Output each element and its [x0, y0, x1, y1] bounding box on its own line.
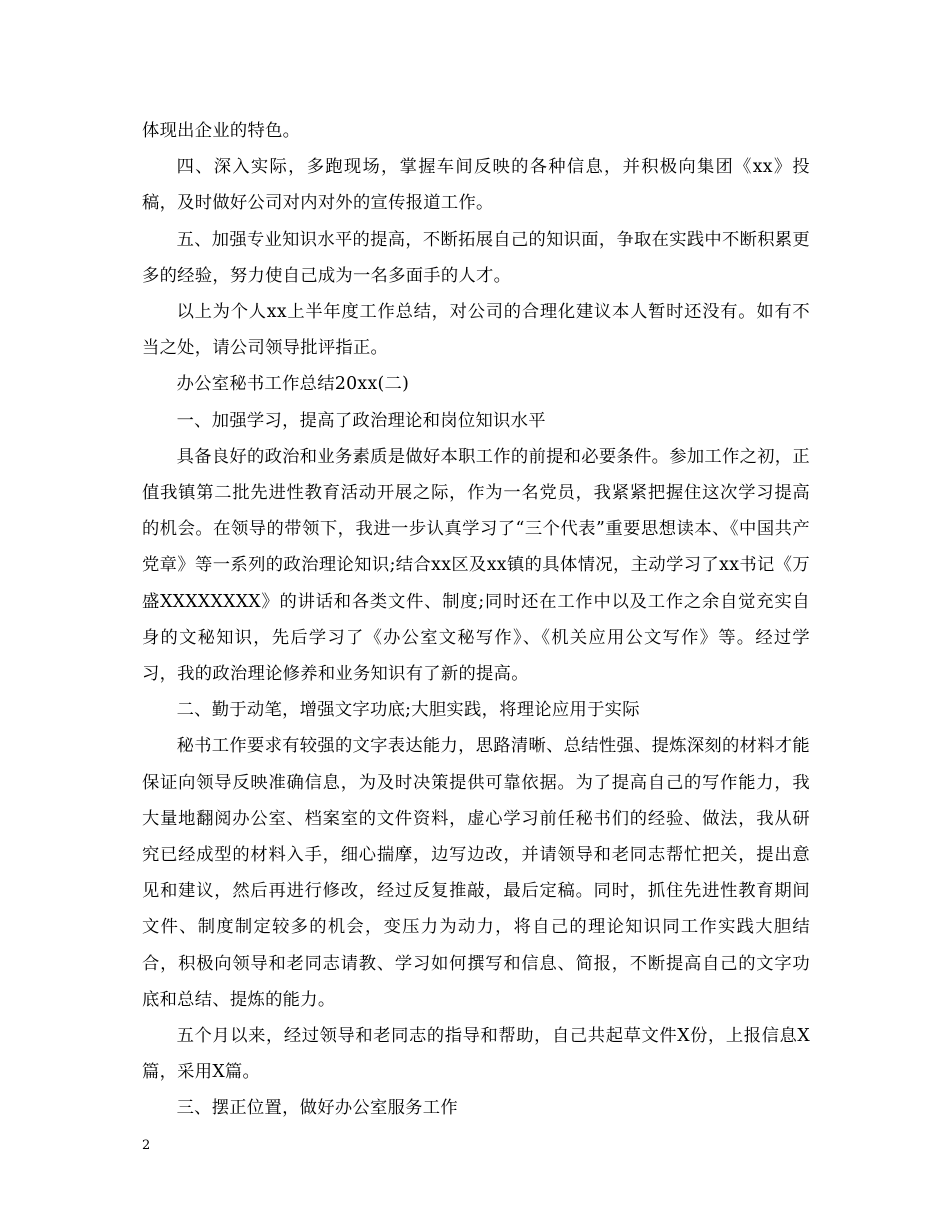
paragraph: 四、深入实际，多跑现场，掌握车间反映的各种信息，并积极向集团《xx》投稿，及时做好公司对内对外的宣传报道工作。 [142, 157, 810, 214]
section-heading: 三、摆正位置，做好办公室服务工作 [176, 1098, 458, 1119]
paragraph: 五、加强专业知识水平的提高，不断拓展自己的知识面，争取在实践中不断积累更多的经验，努力使自己成为一名多面手的人才。 [142, 229, 810, 286]
document-body [142, 113, 810, 1127]
paragraph: 秘书工作要求有较强的文字表达能力，思路清晰、总结性强、提炼深刻的材料才能保证向领导反映准确信息，为及时决策提供可靠依据。为了提高自己的写作能力，我大量地翻阅办公室、档案室的文件资料，虚心学习前任秘书们的经验、做法，我从研究已经成型的材料入手，细心揣摩，边写边改，并请领导和老同志帮忙把关，提出意见和建议，然后再进行修改，经过反复推敲，最后定稿。同时，抓住先进性教育期间文件、制度制定较多的机会，变压力为动力，将自己的理论知识同工作实践大胆结合，积极向领导和老同志请教、学习如何撰写和信息、简报，不断提高自己的文字功底和总结、提炼的能力。 [142, 736, 810, 1010]
paragraph: 以上为个人xx上半年度工作总结，对公司的合理化建议本人暂时还没有。如有不当之处，请公司领导批评指正。 [142, 302, 810, 359]
paragraph: 五个月以来，经过领导和老同志的指导和帮助，自己共起草文件X份，上报信息X篇，采用X篇。 [142, 1026, 810, 1083]
section-title: 办公室秘书工作总结20xx(二) [176, 374, 410, 395]
paragraph: 体现出企业的特色。 [142, 121, 301, 141]
page-number: 2 [142, 1138, 151, 1153]
paragraph: 具备良好的政治和业务素质是做好本职工作的前提和必要条件。参加工作之初，正值我镇第二批先进性教育活动开展之际，作为一名党员，我紧紧把握住这次学习提高的机会。在领导的带领下，我进一步认真学习了“三个代表”重要思想读本、《中国共产党章》等一系列的政治理论知识;结合xx区及xx镇的具体情况，主动学习了xx书记《万盛XXXXXXXX》的讲话和各类文件、制度;同时还在工作中以及工作之余自觉充实自身的文秘知识，先后学习了《办公室文秘写作》、《机关应用公文写作》等。经过学习，我的政治理论修养和业务知识有了新的提高。 [142, 446, 810, 685]
section-heading: 一、加强学习，提高了政治理论和岗位知识水平 [176, 410, 546, 431]
section-heading: 二、勤于动笔，增强文字功底;大胆实践，将理论应用于实际 [176, 700, 640, 721]
